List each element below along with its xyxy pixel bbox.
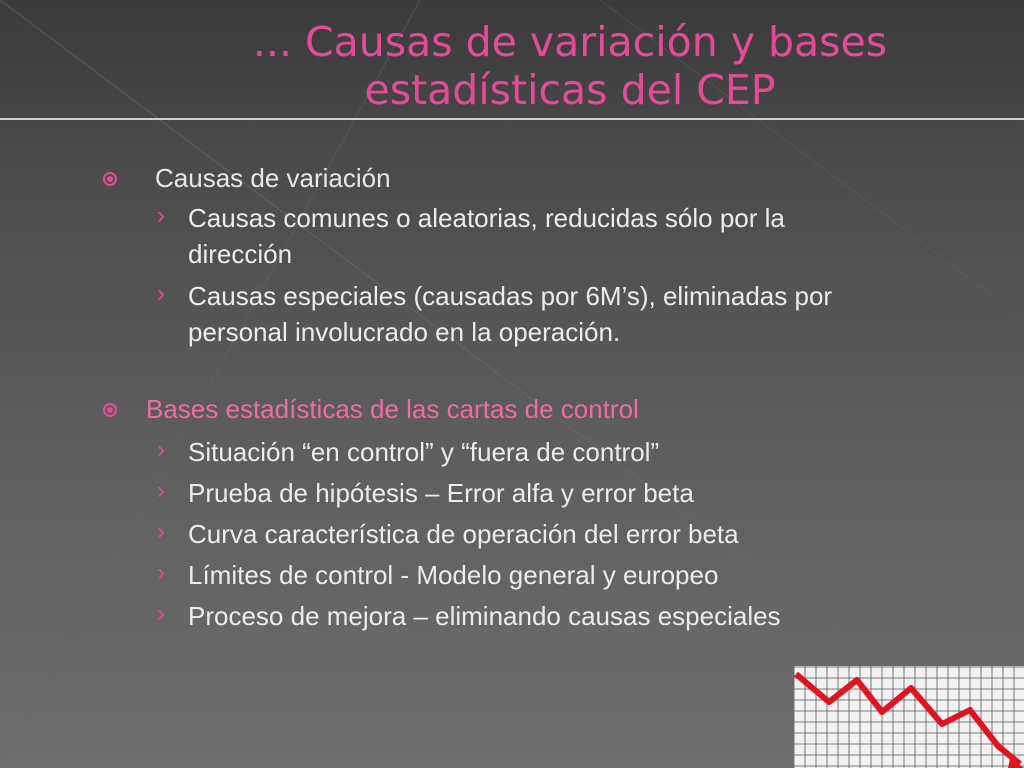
circle-bullet-icon [103, 172, 117, 186]
section-heading-causas: Causas de variación [155, 163, 391, 193]
declining-trend-chart-icon [794, 666, 1024, 768]
chevron-right-icon: › [157, 559, 165, 586]
chevron-right-icon: › [157, 202, 165, 229]
chevron-right-icon: › [157, 477, 165, 504]
chevron-right-icon: › [157, 280, 165, 307]
list-item: Causas comunes o aleatorias, reducidas sólo por la dirección [188, 203, 785, 269]
slide-title: ... Causas de variación y bases estadísticas del CEP [252, 18, 888, 114]
list-item: Límites de control - Modelo general y europeo [188, 560, 719, 590]
circle-bullet-icon [103, 403, 117, 417]
list-item: Prueba de hipótesis – Error alfa y error beta [188, 478, 694, 508]
chevron-right-icon: › [157, 436, 165, 463]
chevron-right-icon: › [157, 518, 165, 545]
list-item: Situación “en control” y “fuera de control” [188, 437, 660, 467]
chevron-right-icon: › [157, 600, 165, 627]
list-item: Causas especiales (causadas por 6M’s), eliminadas por personal involucrado en la operación. [188, 281, 833, 347]
list-item: Curva característica de operación del error beta [188, 519, 739, 549]
list-item: Proceso de mejora – eliminando causas especiales [188, 601, 781, 631]
section-heading-bases: Bases estadísticas de las cartas de control [146, 394, 639, 424]
